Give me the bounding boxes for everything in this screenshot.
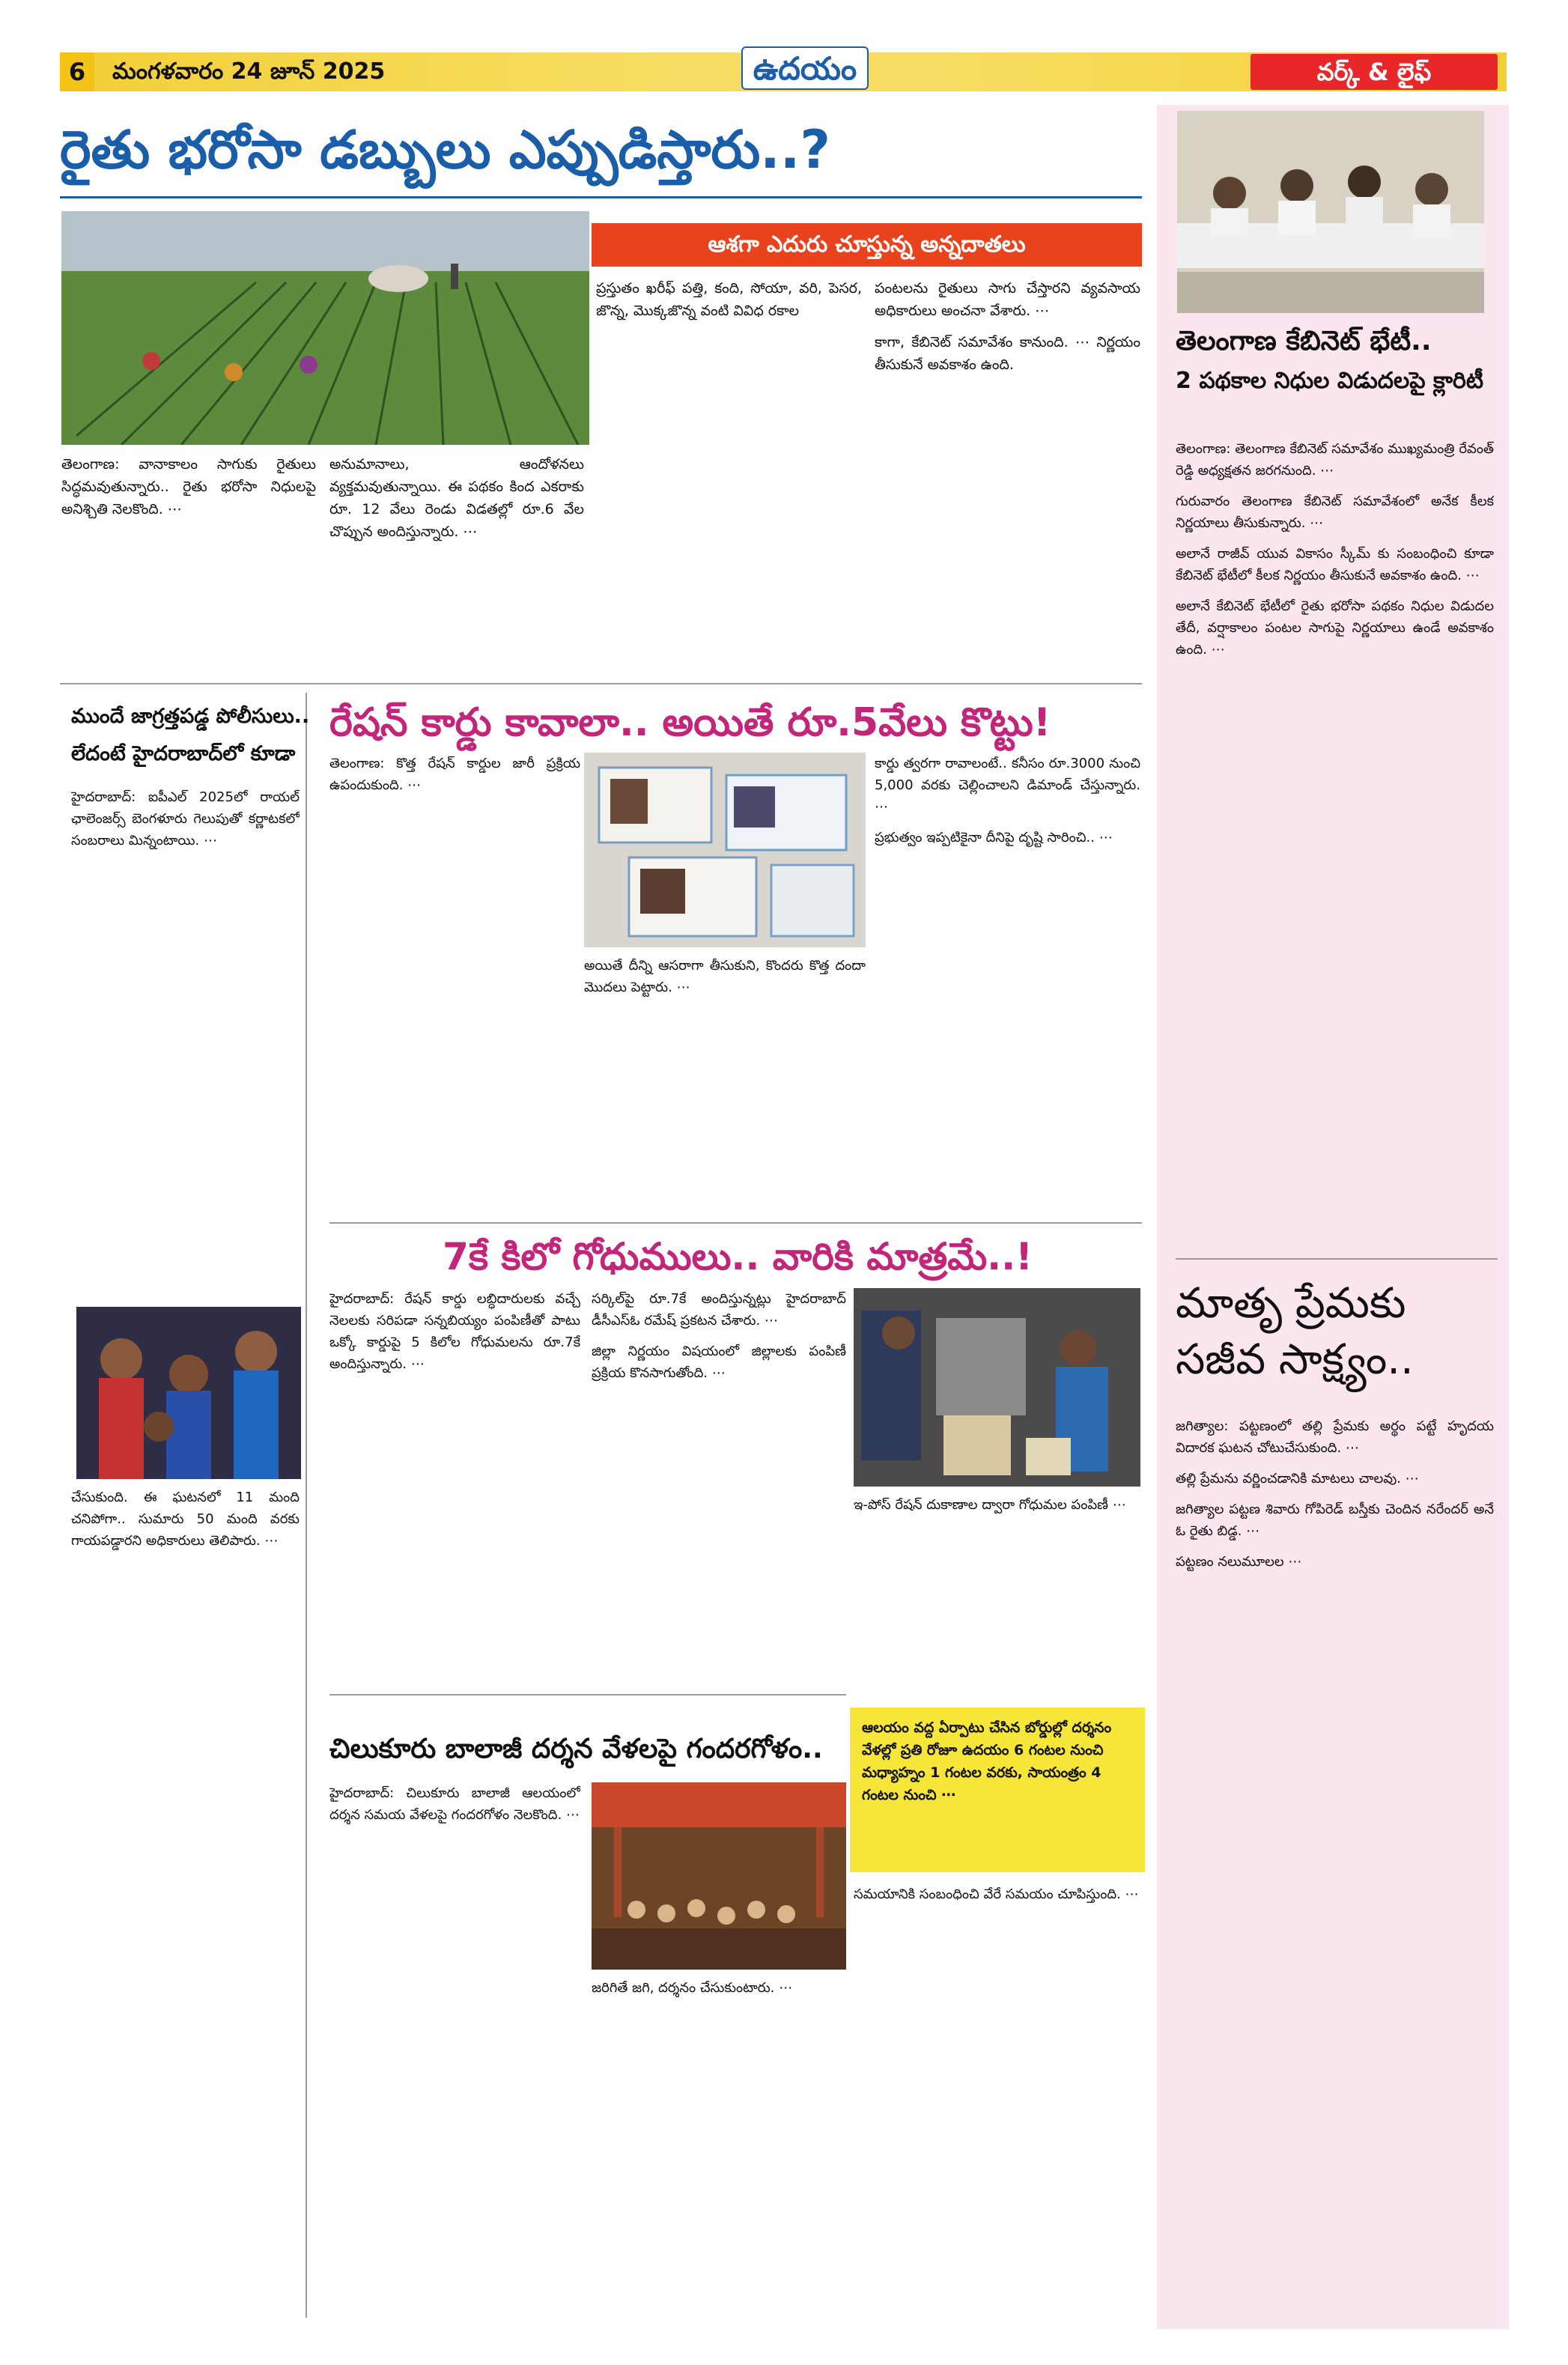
sidebar-body-1: [71, 786, 300, 1303]
rail-1-p3: అలానే రాజీవ్ యువ వికాసం స్కీమ్ కు సంబంధించి కూడా కేబినెట్ భేటీలో కీలక నిర్ణయం తీసుకునే అవకాశం ఉంది. ⋯: [1176, 546, 1494, 583]
crowd-illustration: [76, 1307, 301, 1479]
rail-1-p4: అలానే కేబినెట్ భేటీలో రైతు భరోసా పథకం నిధుల విడుదల తేదీ, వర్షాకాలం పంటల సాగుపై నిర్ణయాలు ఉండే అవకాశం ఉంది. ⋯: [1176, 598, 1494, 658]
temple-yellow-text: ఆలయం వద్ద ఏర్పాటు చేసిన బోర్డుల్లో దర్శనం వేళల్లో ప్రతి రోజూ ఉదయం 6 గంటల నుంచి మధ్యాహ్నం 1 గంటల వరకు, సాయంత్రం 4 గంటల నుంచి ⋯: [862, 1719, 1112, 1803]
ration-col-2-p1: అయితే దీన్ని ఆసరాగా తీసుకుని, కొందరు కొత్త దందా మొదలు పెట్టారు. ⋯: [584, 958, 866, 995]
rail-2-headline-line1: మాతృ ప్రేమకు: [1176, 1279, 1406, 1328]
wheat-col-3-p1: ఇ-పోస్ రేషన్ దుకాణాల ద్వారా గోధుమల పంపిణీ ⋯: [854, 1497, 1126, 1513]
farmers-field-photo: [61, 211, 589, 445]
temple-col-1-p1: హైదరాబాద్: చిలుకూరు బాలాజీ ఆలయంలో దర్శన సమయ వేళలపై గందరగోళం నెలకొంది. ⋯: [329, 1785, 580, 1823]
rail-1-body: [1176, 438, 1494, 1243]
temple-col-3-p1: సమయానికి సంబంధించి వేరే సమయం చూపిస్తుంది. ⋯: [854, 1886, 1139, 1902]
ration-col-1-p1: తెలంగాణ: కొత్త రేషన్ కార్డుల జారీ ప్రక్రియ ఉపందుకుంది. ⋯: [329, 756, 580, 793]
rail-2-headline-line2: సజీవ సాక్ష్యం..: [1176, 1335, 1414, 1384]
main-col-2: [329, 453, 584, 678]
ration-headline: రేషన్ కార్డు కావాలా.. అయితే రూ.5వేలు కొట్టు!: [329, 700, 1051, 745]
rail-2-p4: పట్టణం నలుమూలల ⋯: [1176, 1554, 1302, 1570]
meeting-illustration: [1177, 111, 1484, 313]
section-label: వర్క్ & లైఫ్: [1251, 54, 1498, 90]
main-col-4: [875, 277, 1140, 678]
field-illustration: [61, 211, 589, 445]
sidebar-headline-line1: ముందే జాగ్రత్తపడ్డ పోలీసులు..: [71, 705, 310, 728]
rail-1-headline-line1: తెలంగాణ కేబినెట్ భేటీ..: [1176, 326, 1432, 356]
wheat-col-1: [329, 1288, 580, 1678]
temple-col-2-p1: జరిగితే జగి, దర్శనం చేసుకుంటారు. ⋯: [592, 1980, 793, 1996]
wheat-rule: [329, 1694, 846, 1695]
ration-rule: [329, 1222, 1142, 1224]
ration-col-3: [875, 753, 1140, 1217]
issue-date: మంగళవారం 24 జూన్ 2025: [112, 58, 386, 85]
rail-1-rule: [1176, 1258, 1498, 1260]
cabinet-meeting-photo: [1177, 111, 1484, 313]
cards-illustration: [584, 753, 866, 947]
main-headline: రైతు భరోసా డబ్బులు ఎప్పుడిస్తారు..?: [60, 119, 830, 180]
ration-col-1: [329, 753, 580, 1217]
main-col-3-p2: ప్రస్తుతం ఖరీఫ్ పత్తి, కంది, సోయా, వరి, పెసర, జొన్న, మొక్కజొన్న వంటి వివిధ రకాల: [596, 280, 862, 319]
rail-2-p1: జగిత్యాల: పట్టణంలో తల్లి ప్రేమకు అర్థం పట్టే హృదయ విదారక ఘటన చోటుచేసుకుంది. ⋯: [1176, 1418, 1494, 1456]
rail-1-headline-line2: 2 పథకాల నిధుల విడుదలపై క్లారిటీ: [1176, 368, 1483, 394]
grain-shop-photo: [854, 1288, 1140, 1487]
ration-cards-photo: [584, 753, 866, 947]
celebration-photo: [76, 1307, 301, 1479]
page-number: 6: [60, 52, 94, 91]
ration-col-2: [584, 955, 866, 1217]
ration-col-3-p2: ప్రభుత్వం ఇప్పటికైనా దీనిపై దృష్టి సారించి.. ⋯: [875, 830, 1113, 845]
rail-1-p2: గురువారం తెలంగాణ కేబినెట్ సమావేశంలో అనేక కీలక నిర్ణయాలు తీసుకున్నారు. ⋯: [1176, 494, 1494, 531]
rail-2-p3: జగిత్యాల పట్టణ శివారు గోపిరెడ్ బస్తీకు చెందిన నరేందర్ అనే ఓ రైతు బిడ్డ. ⋯: [1176, 1502, 1494, 1539]
temple-headline: చిలుకూరు బాలాజీ దర్శన వేళలపై గందరగోళం..: [329, 1734, 823, 1764]
wheat-col-3: [854, 1494, 1140, 1678]
section-rule: [60, 683, 1142, 684]
shop-illustration: [854, 1288, 1140, 1487]
headline-rule: [60, 196, 1142, 198]
sidebar-p2: చేసుకుంది. ఈ ఘటనలో 11 మంది చనిపోగా.. సుమారు 50 మంది వరకు గాయపడ్డారని అధికారులు తెలిపారు. ⋯: [71, 1490, 300, 1549]
newspaper-logo: ఉదయం: [741, 46, 869, 90]
temple-illustration: [592, 1782, 846, 1970]
main-col-4-p2: కాగా, కేబినెట్ సమావేశం కానుంది. ⋯ నిర్ణయం తీసుకునే అవకాశం ఉంది.: [875, 334, 1140, 373]
main-col-3: [596, 277, 862, 678]
main-col-1-p1: తెలంగాణ: వానాకాలం సాగుకు రైతులు సిద్ధమవుతున్నారు.. రైతు భరోసా నిధులపై అనిశ్చితి నెలకొంది. ⋯: [61, 456, 316, 517]
temple-col-3: [854, 1883, 1140, 2314]
sidebar-p1: హైదరాబాద్: ఐపీఎల్ 2025లో రాయల్ ఛాలెంజర్స్ బెంగళూరు గెలుపుతో కర్ణాటకలో సంబరాలు మిన్నంటాయి. ⋯: [71, 789, 300, 848]
temple-col-1: [329, 1782, 580, 2314]
temple-crowd-photo: [592, 1782, 846, 1970]
wheat-col-2-p1: సర్కిల్‌పై రూ.7కే అందిస్తున్నట్లు హైదరాబాద్ డీసీఎస్ఓ రమేష్ ప్రకటన చేశారు. ⋯: [592, 1291, 846, 1329]
wheat-col-2: [592, 1288, 846, 1678]
wheat-col-1-p1: హైదరాబాద్: రేషన్ కార్డు లబ్ధిదారులకు వచ్చే నెలలకు సరిపడా సన్నబియ్యం పంపిణీతో పాటు ఒక్కో కార్డుపై 5 కిలోల గోధుమలను రూ.7కే అందిస్తున్నారు. ⋯: [329, 1291, 580, 1372]
main-subhead: ఆశగా ఎదురు చూస్తున్న అన్నదాతలు: [708, 231, 1026, 258]
rail-2-body: [1176, 1415, 1494, 2307]
main-subhead-banner: [592, 223, 1142, 267]
wheat-headline: 7కే కిలో గోధుములు.. వారికి మాత్రమే..!: [443, 1235, 1033, 1278]
wheat-col-2-p2: జిల్లా నిర్ణయం విషయంలో జిల్లాలకు పంపిణీ ప్రక్రియ కొనసాగుతోంది. ⋯: [592, 1344, 846, 1381]
temple-yellow-box: [850, 1707, 1145, 1872]
temple-col-2: [592, 1977, 846, 2314]
ration-col-3-p1: కార్డు త్వరగా రావాలంటే.. కనీసం రూ.3000 నుంచి 5,000 వరకు చెల్లించాలని డిమాండ్ చేస్తున్నారు. ⋯: [875, 756, 1140, 815]
sidebar-headline-line2: లేదంటే హైదరాబాద్‌లో కూడా: [71, 742, 296, 765]
main-col-2-p1: అనుమానాలు, ఆందోళనలు వ్యక్తమవుతున్నాయి. ఈ పథకం కింద ఎకరాకు రూ. 12 వేలు రెండు విడతల్లో రూ.6 వేల చొప్పున అందిస్తున్నారు. ⋯: [329, 456, 584, 540]
sidebar-body-2: [71, 1487, 300, 2314]
main-col-4-p1: పంటలను రైతులు సాగు చేస్తారని వ్యవసాయ అధికారులు అంచనా వేశారు. ⋯: [875, 280, 1140, 319]
rail-1-p1: తెలంగాణ: తెలంగాణ కేబినెట్ సమావేశం ముఖ్యమంత్రి రేవంత్ రెడ్డి అధ్యక్షతన జరగనుంది. ⋯: [1176, 441, 1494, 479]
main-col-1: [61, 453, 316, 678]
rail-2-p2: తల్లి ప్రేమను వర్ణించడానికి మాటలు చాలవు. ⋯: [1176, 1471, 1419, 1487]
